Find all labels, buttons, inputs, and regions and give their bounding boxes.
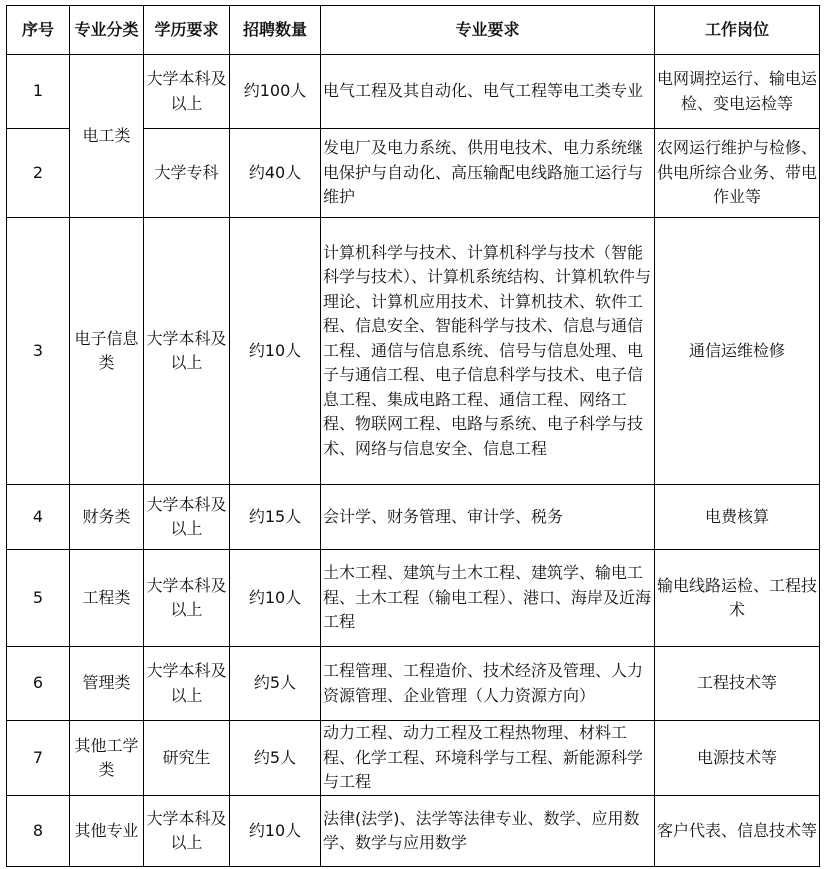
cell-position: 输电线路运检、工程技术 (655, 550, 820, 647)
cell-quota: 约5人 (230, 721, 321, 796)
table-row (7, 55, 820, 129)
cell-index: 1 (7, 55, 70, 129)
header-category: 专业分类 (70, 6, 144, 55)
cell-education: 大学专科 (144, 129, 230, 218)
cell-education: 大学本科及以上 (144, 647, 230, 721)
cell-quota: 约40人 (230, 129, 321, 218)
cell-majors: 动力工程、动力工程及工程热物理、材料工程、化学工程、环境科学与工程、新能源科学与工程 (321, 721, 655, 796)
cell-majors: 发电厂及电力系统、供用电技术、电力系统继电保护与自动化、高压输配电线路施工运行与维护 (321, 129, 655, 218)
header-position: 工作岗位 (655, 6, 820, 55)
cell-education: 大学本科及以上 (144, 796, 230, 867)
cell-position: 客户代表、信息技术等 (655, 796, 820, 867)
cell-majors: 会计学、财务管理、审计学、税务 (321, 485, 655, 550)
table-row (7, 796, 820, 867)
cell-position: 电源技术等 (655, 721, 820, 796)
table-row (7, 218, 820, 485)
cell-category: 管理类 (70, 647, 144, 721)
cell-position: 工程技术等 (655, 647, 820, 721)
cell-index: 4 (7, 485, 70, 550)
cell-education: 研究生 (144, 721, 230, 796)
cell-education: 大学本科及以上 (144, 218, 230, 485)
cell-category: 工程类 (70, 550, 144, 647)
cell-index: 3 (7, 218, 70, 485)
cell-index: 6 (7, 647, 70, 721)
cell-category: 其他工学类 (70, 721, 144, 796)
cell-quota: 约5人 (230, 647, 321, 721)
cell-category: 电工类 (70, 55, 144, 218)
table-row (7, 647, 820, 721)
cell-majors: 计算机科学与技术、计算机科学与技术（智能科学与技术）、计算机系统结构、计算机软件与理论、计算机应用技术、计算机技术、软件工程、信息安全、智能科学与技术、信息与通信工程、通信与信息系统、信号与信息处理、电子与通信工程、电子信息科学与技术、电子信息工程、集成电路工程、通信工程、网络工程、物联网工程、电路与系统、电子科学与技术、网络与信息安全、信息工程 (321, 218, 655, 485)
cell-position: 电费核算 (655, 485, 820, 550)
cell-quota: 约10人 (230, 550, 321, 647)
header-majors: 专业要求 (321, 6, 655, 55)
cell-quota: 约10人 (230, 796, 321, 867)
table-row (7, 721, 820, 796)
header-education: 学历要求 (144, 6, 230, 55)
cell-category: 财务类 (70, 485, 144, 550)
table-row (7, 485, 820, 550)
cell-majors: 法律(法学)、法学等法律专业、数学、应用数学、数学与应用数学 (321, 796, 655, 867)
cell-majors: 电气工程及其自动化、电气工程等电工类专业 (321, 55, 655, 129)
header-index: 序号 (7, 6, 70, 55)
cell-education: 大学本科及以上 (144, 550, 230, 647)
cell-category: 电子信息类 (70, 218, 144, 485)
cell-education: 大学本科及以上 (144, 55, 230, 129)
cell-position: 农网运行维护与检修、供电所综合业务、带电作业等 (655, 129, 820, 218)
cell-position: 电网调控运行、输电运检、变电运检等 (655, 55, 820, 129)
cell-quota: 约15人 (230, 485, 321, 550)
cell-position: 通信运维检修 (655, 218, 820, 485)
cell-index: 8 (7, 796, 70, 867)
recruitment-table (6, 5, 820, 867)
cell-quota: 约100人 (230, 55, 321, 129)
cell-majors: 土木工程、建筑与土木工程、建筑学、输电工程、土木工程（输电工程）、港口、海岸及近海工程 (321, 550, 655, 647)
cell-education: 大学本科及以上 (144, 485, 230, 550)
header-quota: 招聘数量 (230, 6, 321, 55)
header-row (7, 6, 820, 55)
cell-majors: 工程管理、工程造价、技术经济及管理、人力资源管理、企业管理（人力资源方向） (321, 647, 655, 721)
cell-index: 7 (7, 721, 70, 796)
cell-index: 5 (7, 550, 70, 647)
cell-index: 2 (7, 129, 70, 218)
cell-quota: 约10人 (230, 218, 321, 485)
table-row (7, 550, 820, 647)
cell-category: 其他专业 (70, 796, 144, 867)
